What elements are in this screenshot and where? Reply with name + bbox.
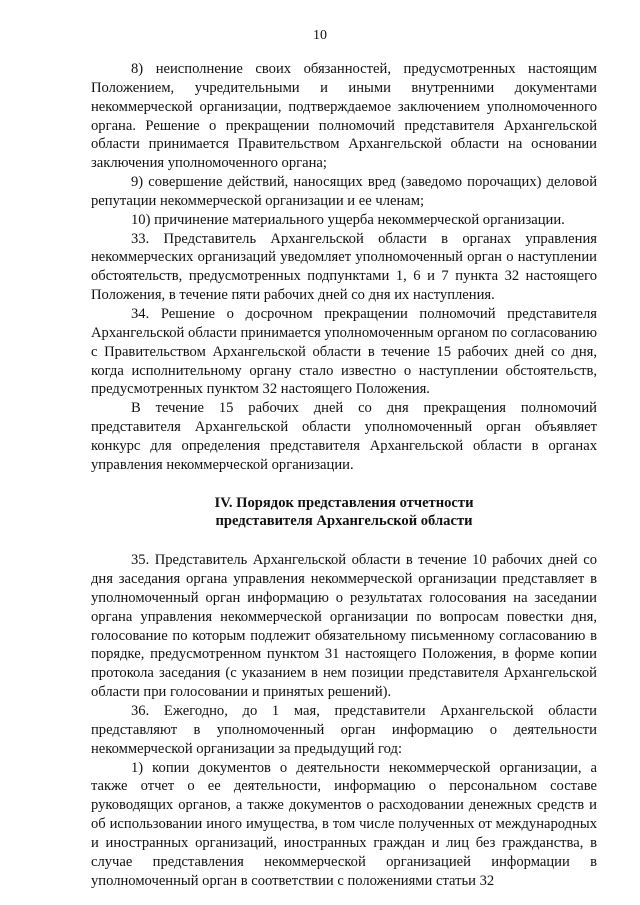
section-heading-line-2: представителя Архангельской области — [215, 513, 473, 530]
paragraph-34-continuation: В течение 15 рабочих дней со дня прекращения полномочий представителя Архангельской области уполномоченный орган объявляет конкурс для определения представителя Архангельской области в органах управления некоммерческой организации. — [91, 400, 597, 473]
paragraph-36: 36. Ежегодно, до 1 мая, представители Архангельской области представляют в уполномоченный орган информацию о деятельности некоммерческой организации за предыдущий год: — [91, 703, 597, 757]
paragraph-item-10: 10) причинение материального ущерба некоммерческой организации. — [131, 211, 565, 228]
paragraph-35: 35. Представитель Архангельской области в течение 10 рабочих дней со дня заседания органа управления некоммерческой организации представляет в уполномоченный орган информацию о результатах голосования на заседании органа управления некоммерческой организации по вопросам повестки дня, голосование по которым подлежит обязательному письменному согласованию в порядке, предусмотренном пунктом 31 настоящего Положения, в форме копии протокола заседания (с указанием в нем позиции представителя Архангельской области при голосовании и принятых решений). — [91, 552, 597, 701]
document-body — [91, 60, 597, 890]
section-heading-line-1: IV. Порядок представления отчетности — [214, 494, 474, 511]
paragraph-34: 34. Решение о досрочном прекращении полномочий представителя Архангельской области принимается уполномоченным органом по согласованию с Правительством Архангельской области в течение 15 рабочих дней со дня, когда исполнительному органу стало известно о наступлении обстоятельств, предусмотренных пунктом 32 настоящего Положения. — [91, 305, 597, 398]
page-number: 10 — [313, 28, 327, 43]
section-heading — [91, 494, 597, 532]
paragraph-36-item-1: 1) копии документов о деятельности некоммерческой организации, а также отчет о ее деятельности, информацию о персональном составе руководящих органов, а также документов о расходовании денежных средств и об использовании иного имущества, в том числе полученных от международных и иностранных организаций, иностранных граждан и лиц без гражданства, в случае представления некоммерческой организацией информации в уполномоченный орган в соответствии с положениями статьи 32 — [91, 759, 597, 889]
paragraph-item-9: 9) совершение действий, наносящих вред (заведомо порочащих) деловой репутации некоммерческой организации и ее членам; — [91, 174, 597, 209]
paragraph-33: 33. Представитель Архангельской области в органах управления некоммерческих организаций уведомляет уполномоченный орган о наступлении обстоятельств, предусмотренных подпунктами 1, 6 и 7 пункта 32 настоящего Положения, в течение пяти рабочих дней со дня их наступления. — [91, 230, 597, 304]
paragraph-item-8: 8) неисполнение своих обязанностей, предусмотренных настоящим Положением, учредительными и иными внутренними документами некоммерческой организации, подтверждаемое заключением уполномоченного органа. Решение о прекращении полномочий представителя Архангельской области принимается Правительством Архангельской области на основании заключения уполномоченного органа; — [91, 61, 597, 172]
